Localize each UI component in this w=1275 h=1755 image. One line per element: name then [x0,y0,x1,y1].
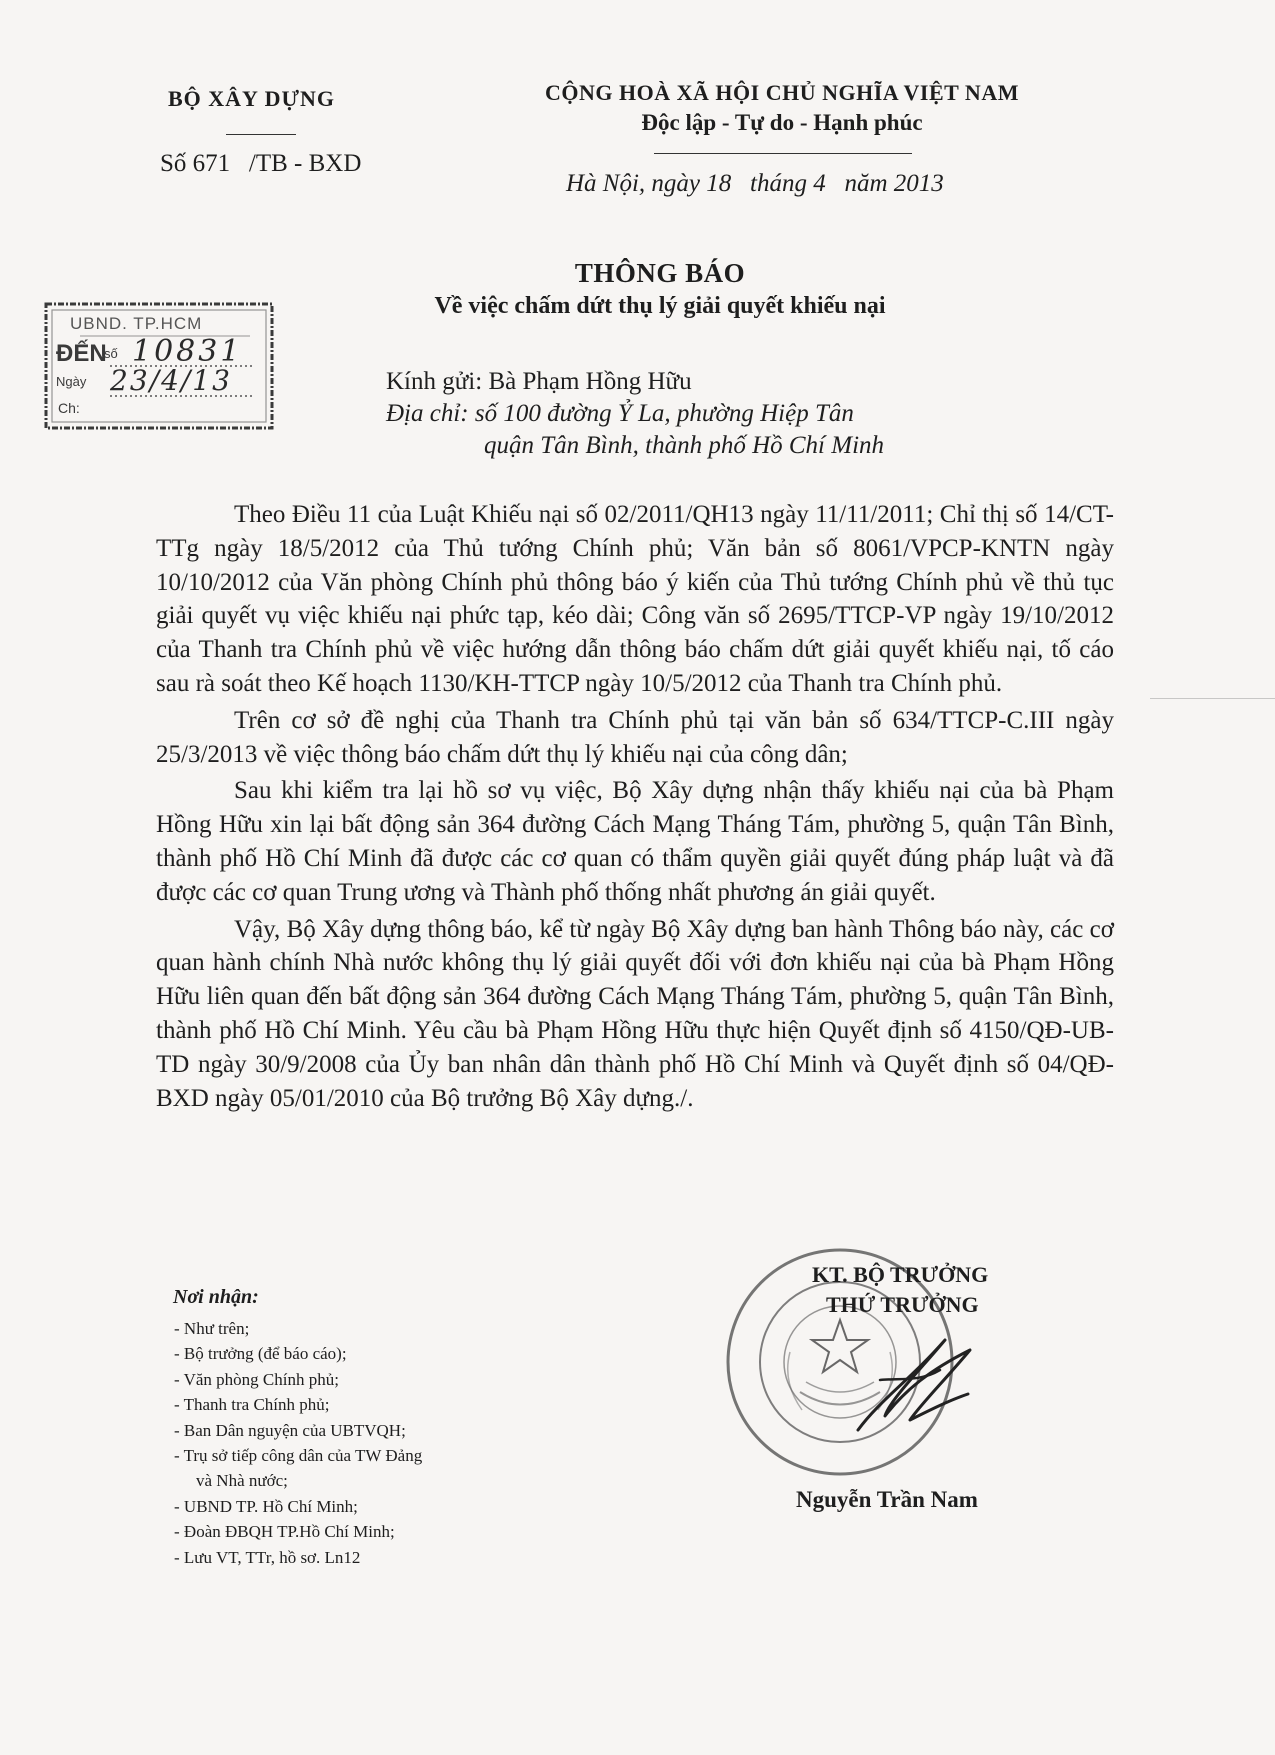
recipient-address-line2: quận Tân Bình, thành phố Hồ Chí Minh [484,432,885,459]
national-motto: Độc lập - Tự do - Hạnh phúc [641,110,923,135]
motto-underline [654,153,912,154]
stamp-number: 10831 [132,334,243,369]
ministry-header [168,86,388,112]
receiver-item: - Đoàn ĐBQH TP.Hồ Chí Minh; [174,1522,395,1542]
signature-scribble-icon [850,1320,980,1440]
signer-name: Nguyễn Trần Nam [796,1487,978,1512]
receiver-item: - Thanh tra Chính phủ; [174,1395,330,1415]
signer-role-line2: THỨ TRƯỞNG [826,1292,979,1317]
receiver-item: - UBND TP. Hồ Chí Minh; [174,1496,358,1516]
body-paragraph-1: Theo Điều 11 của Luật Khiếu nại số 02/2011/QH13 ngày 11/11/2011; Chỉ thị số 14/CT-TTg ngày 18/5/2012 của Thủ tướng Chính phủ; Văn bản số 8061/VPCP-KNTN ngày 10/10/2012 của Văn phòng Chính phủ thông báo ý kiến của Thủ tướng Chính phủ về thủ tục giải quyết vụ việc khiếu nại phức tạp, kéo dài; Công văn số 2695/TTCP-VP ngày 19/10/2012 của Thanh tra Chính phủ về việc hướng dẫn thông báo chấm dứt giải quyết khiếu nại, tố cáo sau rà soát theo Kế hoạch 1130/KH-TTCP ngày 10/5/2012 của Thanh tra Chính phủ. [156,501,1114,697]
receiver-item: - Bộ trưởng (để báo cáo); [174,1344,347,1364]
notice-body [156,498,1114,1118]
stamp-den-label: ĐẾN [56,340,107,367]
receiver-item: - Như trên; [174,1319,250,1338]
ministry-underline [226,134,296,135]
signer-role-line1: KT. BỘ TRƯỞNG [812,1262,989,1287]
receiver-item: - Văn phòng Chính phủ; [174,1369,339,1389]
country-name: CỘNG HOÀ XÃ HỘI CHỦ NGHĨA VIỆT NAM [545,80,1019,105]
receiver-item: - Ban Dân nguyện của UBTVQH; [174,1420,406,1440]
recipient-to: Kính gửi: Bà Phạm Hồng Hữu [386,368,692,395]
stamp-so-label: số [104,346,118,361]
incoming-stamp [40,296,284,436]
body-paragraph-4: Vậy, Bộ Xây dựng thông báo, kể từ ngày Bộ Xây dựng ban hành Thông báo này, các cơ quan hành chính Nhà nước không thụ lý giải quyết đối với đơn khiếu nại của bà Phạm Hồng Hữu liên quan đến bất động sản 364 đường Cách Mạng Tháng Tám, phường 5, quận Tân Bình, thành phố Hồ Chí Minh. Yêu cầu bà Phạm Hồng Hữu thực hiện Quyết định số 4150/QĐ-UB-TD ngày 30/9/2008 của Ủy ban nhân dân thành phố Hồ Chí Minh và Quyết định số 04/QĐ-BXD ngày 05/01/2010 của Bộ trưởng Bộ Xây dựng./. [156,915,1114,1112]
dateline: Hà Nội, ngày 18 tháng 4 năm 2013 [566,170,944,197]
notice-subject: Về việc chấm dứt thụ lý giải quyết khiếu nại [434,293,886,319]
notice-title [340,258,980,320]
receiver-item: - Lưu VT, TTr, hồ sơ. Ln12 [174,1547,361,1567]
stamp-date: 23/4/13 [110,364,232,397]
body-paragraph-3: Sau khi kiểm tra lại hồ sơ vụ việc, Bộ Xây dựng nhận thấy khiếu nại của bà Phạm Hồng Hữu xin lại bất động sản 364 đường Cách Mạng Tháng Tám, phường 5, quận Tân Bình, thành phố Hồ Chí Minh đã được các cơ quan có thẩm quyền giải quyết đúng pháp luật và đã được các cơ quan Trung ương và Thành phố thống nhất phương án giải quyết. [156,777,1114,906]
scan-artifact-line [1150,698,1275,699]
handwritten-signature [850,1320,980,1440]
receiver-item: và Nhà nước; [196,1471,288,1491]
stamp-extra: Ch: [58,400,80,416]
body-paragraph-2: Trên cơ sở đề nghị của Thanh tra Chính phủ tại văn bản số 634/TTCP-C.III ngày 25/3/2013 về việc thông báo chấm dứt thụ lý khiếu nại của công dân; [156,706,1114,768]
stamp-org: UBND. TP.HCM [70,314,203,333]
stamp-date-label: Ngày [56,374,87,389]
national-header [482,80,1082,136]
recipient-block [386,366,884,462]
signature-block [790,1262,1050,1318]
receiver-item: - Trụ sở tiếp công dân của TW Đảng [174,1446,423,1466]
document-number: Số 671 /TB - BXD [160,150,362,177]
recipient-address-line1: Địa chỉ: số 100 đường Ỷ La, phường Hiệp Tân [386,400,854,427]
notice-heading: THÔNG BÁO [574,258,746,288]
receivers-list [174,1316,422,1570]
receivers-heading: Nơi nhận: [173,1286,259,1308]
ministry-name: BỘ XÂY DỰNG [168,86,336,111]
